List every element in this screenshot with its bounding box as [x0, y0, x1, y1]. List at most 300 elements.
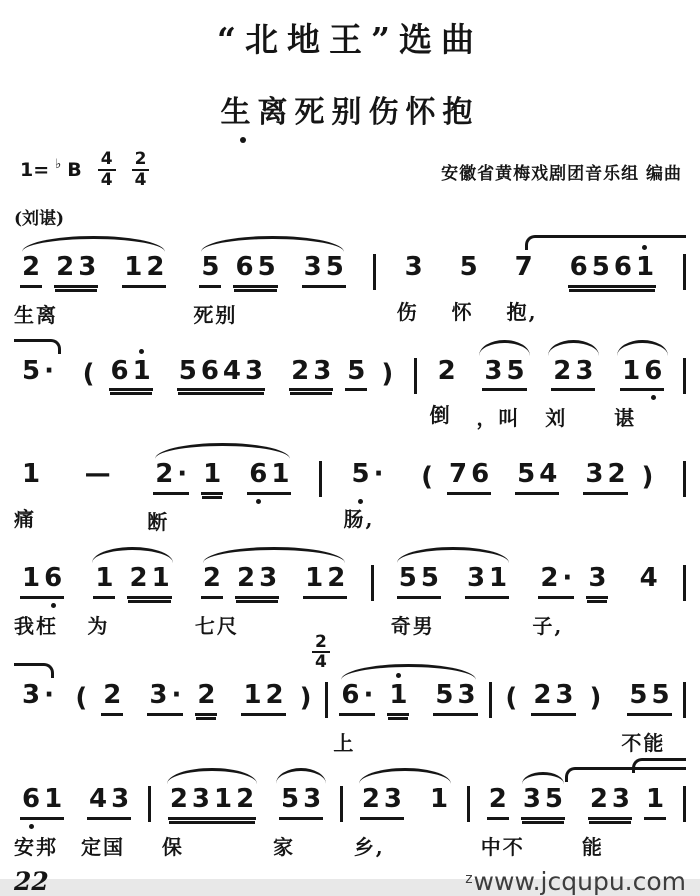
- time-signature-2-numerator: 2: [134, 149, 147, 169]
- note-digit: 2: [56, 251, 75, 282]
- beam-segment: [20, 253, 42, 288]
- note-row: [14, 460, 48, 492]
- note-digit: 6: [341, 680, 360, 711]
- beam-segment: [521, 785, 565, 820]
- lyric: [459, 610, 515, 636]
- note-digit: ·: [171, 680, 182, 711]
- slur-phrase: [391, 564, 515, 639]
- lyric: 保: [161, 835, 184, 860]
- barline: [683, 461, 686, 497]
- beam-segment: [93, 564, 115, 599]
- note-digit: 7: [448, 459, 468, 490]
- beam-segment: [433, 681, 477, 716]
- note-row: [14, 357, 62, 389]
- beam-segment: [640, 463, 656, 495]
- note-group: [509, 460, 565, 532]
- note-group: [452, 253, 486, 325]
- note-digit: 5: [398, 563, 417, 594]
- beam-segment: [201, 460, 223, 495]
- note-digit: 1: [489, 563, 508, 594]
- beam-segment: [583, 460, 627, 495]
- time-signature-change: [312, 631, 330, 673]
- note-digit: 2: [265, 680, 284, 711]
- note-digit: 5: [201, 251, 220, 282]
- score-line: [14, 542, 686, 639]
- beam-segment: [20, 564, 64, 599]
- note-digit: 3: [457, 680, 476, 711]
- note-phrase: [430, 357, 464, 429]
- beam-segment: [538, 564, 574, 599]
- note-digit: ·: [177, 459, 188, 490]
- note-digit: (: [505, 683, 518, 714]
- page-footer: [14, 867, 686, 896]
- page-number: 22: [14, 867, 49, 896]
- measure-row: [14, 460, 686, 535]
- lyric: 断: [147, 510, 170, 535]
- note-phrase: [344, 460, 392, 532]
- note-digit: 4: [639, 563, 658, 594]
- note-digit: 5: [591, 251, 610, 282]
- note-digit: 1: [430, 784, 449, 815]
- barline: [373, 254, 376, 290]
- note-row: [171, 357, 271, 392]
- lyric: 我枉: [14, 614, 58, 639]
- score-line: [14, 335, 686, 432]
- note-row: [14, 564, 70, 599]
- lyric: 肠,: [343, 507, 375, 532]
- note-digit: 3: [78, 251, 97, 282]
- note-digit: ·: [363, 680, 374, 711]
- lyric: 七尺: [194, 614, 239, 639]
- note-digit: 1: [622, 355, 641, 386]
- lyric: [235, 727, 319, 753]
- beam-segment: [109, 357, 153, 392]
- measure-row: [14, 253, 686, 328]
- measure-row: [14, 631, 686, 756]
- note-group: [241, 460, 297, 532]
- note-row: [14, 681, 62, 713]
- lyric: [14, 724, 62, 750]
- beam-segment: [568, 253, 656, 288]
- note-phrase: [562, 253, 662, 325]
- note-group: [459, 564, 515, 636]
- beam-segment: [168, 785, 256, 820]
- beam-segment: [586, 564, 608, 599]
- note-digit: 3: [313, 355, 332, 386]
- note-digit: 1: [389, 680, 408, 711]
- arranger-credit: 安徽省黄梅戏剧团音乐组 编曲: [441, 164, 682, 184]
- barline: [414, 358, 417, 394]
- note-digit: 6: [644, 355, 663, 386]
- barline: [148, 786, 151, 822]
- note-group: [14, 785, 70, 860]
- note-group: [296, 253, 352, 325]
- beam-segment: [428, 785, 450, 817]
- note-row: [391, 564, 447, 599]
- note-digit: ·: [44, 680, 54, 711]
- barline: [683, 682, 686, 718]
- beam-segment: [247, 460, 291, 495]
- beam-segment: [447, 460, 491, 495]
- beam-segment: [20, 785, 64, 820]
- note-digit: 2: [129, 563, 148, 594]
- note-digit: ·: [44, 355, 54, 386]
- beam-segment: [241, 681, 285, 716]
- note-digit: 3: [585, 459, 604, 490]
- tie-line: [14, 339, 61, 354]
- note-digit: 5: [178, 355, 197, 386]
- note-digit: 6: [471, 459, 490, 490]
- page-subtitle: [14, 87, 686, 131]
- note-group: [344, 460, 392, 532]
- note-group: [171, 357, 271, 429]
- note-group: [632, 564, 666, 633]
- note-digit: 2: [488, 784, 507, 815]
- note-digit: 2: [361, 784, 380, 815]
- slur-phrase: [87, 564, 177, 639]
- barline: [683, 565, 686, 601]
- note-phrase: [452, 253, 486, 325]
- note-digit: 3: [149, 680, 168, 711]
- note-row: [532, 564, 614, 599]
- note-digit: 2: [533, 680, 552, 711]
- note-digit: ): [589, 683, 602, 714]
- note-row: [296, 253, 352, 288]
- note-phrase: [532, 564, 614, 639]
- note-digit: 2: [236, 563, 256, 594]
- note-digit: 2: [327, 563, 346, 594]
- watermark-text: www.jcqupu.com: [473, 867, 686, 896]
- note-group: [582, 785, 672, 860]
- lyric: [116, 299, 172, 325]
- note-digit: 2: [103, 680, 122, 711]
- beam-segment: [620, 357, 664, 392]
- note-group: [14, 681, 62, 750]
- note-digit: 2: [540, 563, 559, 594]
- tie-line: [14, 663, 54, 678]
- beam-segment: [289, 357, 333, 392]
- note-digit: ): [381, 358, 394, 389]
- note-digit: 5: [506, 355, 525, 386]
- note-group: [354, 785, 410, 860]
- note-row: [582, 785, 672, 820]
- barline: [683, 358, 686, 394]
- beam-segment: [419, 463, 435, 495]
- note-digit: 4: [539, 459, 558, 490]
- note-digit: 1: [151, 563, 170, 594]
- note-digit: 5: [281, 784, 300, 815]
- meta-row: [20, 151, 682, 190]
- barline: [371, 565, 374, 601]
- score-line: [14, 631, 686, 756]
- note-digit: 1: [124, 251, 143, 282]
- beam-segment: [199, 253, 221, 288]
- note-digit: 3: [555, 680, 574, 711]
- note-digit: 1: [95, 563, 114, 594]
- time-signature-change-denominator: 4: [312, 651, 330, 672]
- lyric: 倒: [429, 403, 452, 428]
- note-row: [70, 460, 126, 492]
- note-row: [397, 253, 431, 285]
- note-digit: 3: [383, 784, 402, 815]
- note-digit: 4: [89, 784, 108, 815]
- note-phrase: [14, 564, 70, 639]
- note-group: [14, 564, 70, 639]
- note-group: [422, 785, 456, 854]
- beam-segment: [87, 785, 131, 820]
- note-digit: 7: [514, 251, 533, 282]
- beam-segment: [551, 357, 595, 392]
- note-digit: 3: [22, 680, 41, 711]
- note-group: [70, 460, 126, 529]
- beam-segment: [20, 357, 56, 389]
- note-group: [614, 357, 670, 432]
- note-phrase: [67, 681, 319, 753]
- note-row: [195, 564, 285, 599]
- lyric: [14, 399, 62, 425]
- note-digit: 5: [325, 251, 344, 282]
- note-digit: 1: [203, 459, 222, 490]
- note-digit: 2: [155, 459, 174, 490]
- beam-segment: [153, 460, 189, 495]
- note-group: [283, 357, 401, 429]
- note-digit: 5: [459, 251, 478, 282]
- lyric: [141, 727, 223, 753]
- note-phrase: [70, 460, 126, 529]
- note-row: [452, 253, 486, 285]
- lyric: [75, 402, 159, 428]
- note-digit: 1: [44, 784, 63, 815]
- note-digit: 3: [303, 784, 322, 815]
- note-digit: 6: [110, 355, 129, 386]
- beam-segment: [122, 253, 166, 288]
- lyric: [283, 402, 401, 428]
- note-group: [116, 253, 172, 325]
- note-phrase: [14, 460, 48, 532]
- beam-segment: [436, 357, 458, 389]
- beam-segment: [397, 564, 441, 599]
- note-digit: 3: [575, 355, 594, 386]
- time-signature-2: [132, 151, 150, 190]
- beam-segment: [360, 785, 404, 820]
- lyric: [562, 299, 662, 325]
- barline: [489, 682, 492, 718]
- note-digit: 3: [191, 784, 210, 815]
- lyric: 刘: [545, 406, 568, 431]
- note-group: [273, 785, 329, 860]
- lyric: [497, 727, 609, 753]
- beam-segment: [627, 681, 671, 716]
- lyric: 为: [87, 614, 110, 639]
- note-group: [497, 681, 609, 753]
- note-digit: 2: [236, 784, 255, 815]
- measure-row: [14, 564, 686, 639]
- note-row: [497, 681, 609, 716]
- beam-segment: [503, 684, 519, 716]
- note-row: [422, 785, 456, 817]
- key-tonic: B: [67, 159, 82, 182]
- note-row: [87, 564, 177, 599]
- note-digit: 1: [646, 784, 665, 815]
- barline: [340, 786, 343, 822]
- slur-phrase: [614, 357, 670, 432]
- note-row: [614, 357, 670, 392]
- slur-phrase: [545, 357, 601, 432]
- lyric: ，叫: [476, 406, 521, 431]
- note-group: [397, 253, 431, 325]
- note-digit: 5: [651, 680, 670, 711]
- note-digit: 5: [347, 355, 366, 386]
- note-digit: 6: [44, 563, 63, 594]
- note-row: [481, 785, 571, 820]
- note-digit: 6: [613, 251, 632, 282]
- note-row: [509, 460, 565, 495]
- note-digit: 1: [22, 563, 41, 594]
- note-digit: 3: [611, 784, 630, 815]
- beam-segment: [20, 460, 42, 492]
- note-digit: 2: [197, 680, 216, 711]
- note-group: [413, 460, 497, 532]
- note-row: [430, 357, 464, 389]
- note-digit: 5: [22, 355, 41, 386]
- beam-segment: [147, 681, 183, 716]
- slur-phrase: [195, 564, 353, 639]
- lyric: [427, 727, 483, 753]
- note-digit: 3: [484, 355, 503, 386]
- note-row: [427, 681, 483, 716]
- note-digit: 2: [607, 459, 626, 490]
- note-phrase: [14, 785, 70, 860]
- note-group: [577, 460, 661, 532]
- note-group: [481, 785, 571, 860]
- note-group: [507, 253, 541, 325]
- note-digit: (: [421, 462, 433, 493]
- note-digit: 3: [404, 251, 423, 282]
- note-digit: 1: [635, 251, 655, 282]
- note-phrase: [582, 785, 672, 860]
- beam-segment: [201, 564, 223, 599]
- lyric: [422, 828, 456, 854]
- beam-segment: [588, 785, 632, 820]
- beam-segment: [513, 253, 535, 285]
- lyric: 痛: [14, 507, 36, 532]
- lyric: [296, 299, 352, 325]
- note-digit: 5: [544, 784, 563, 815]
- note-group: [545, 357, 601, 432]
- slur-phrase: [476, 357, 532, 432]
- note-row: [162, 785, 262, 820]
- beam-segment: [387, 681, 409, 716]
- note-phrase: [75, 357, 402, 429]
- score-line: [14, 438, 686, 535]
- note-digit: 5: [351, 459, 370, 490]
- note-row: [141, 681, 223, 716]
- beam-segment: [76, 460, 120, 492]
- beam-segment: [379, 360, 395, 392]
- note-group: [391, 564, 447, 639]
- note-row: [562, 253, 662, 288]
- note-row: [75, 357, 159, 392]
- note-digit: —: [84, 459, 111, 490]
- lyric: [632, 607, 666, 633]
- lyric: 安邦: [14, 835, 58, 860]
- lyric: 乡,: [353, 835, 385, 860]
- note-group: [141, 681, 223, 753]
- note-phrase: [497, 681, 677, 756]
- note-digit: 3: [588, 563, 607, 594]
- beam-segment: [458, 253, 480, 285]
- note-row: [545, 357, 601, 392]
- note-digit: 3: [522, 784, 541, 815]
- note-row: [333, 681, 415, 716]
- beam-segment: [20, 681, 56, 713]
- beam-segment: [515, 460, 559, 495]
- lyric: 定国: [81, 835, 125, 860]
- time-signature-2-denominator: 4: [132, 169, 150, 190]
- note-row: [116, 253, 172, 288]
- note-digit: 5: [629, 680, 648, 711]
- slur-phrase: [354, 785, 456, 860]
- note-row: [344, 460, 392, 492]
- note-row: [81, 785, 137, 820]
- note-group: [333, 681, 415, 756]
- lyric: 伤: [396, 299, 419, 324]
- note-phrase: [81, 785, 137, 860]
- note-group: [147, 460, 229, 535]
- time-signature-1-numerator: 4: [100, 149, 113, 169]
- beam-segment: [303, 564, 347, 599]
- note-row: [14, 785, 70, 820]
- beam-segment: [81, 360, 97, 392]
- note-digit: 2: [146, 251, 165, 282]
- flat-accidental-icon: ♭: [55, 156, 62, 172]
- note-row: [459, 564, 515, 599]
- key-signature: [20, 151, 149, 190]
- note-group: [476, 357, 532, 432]
- tie-line: [525, 235, 686, 250]
- beam-segment: [235, 564, 279, 599]
- time-signature-1-denominator: 4: [98, 169, 116, 190]
- note-digit: 6: [569, 251, 588, 282]
- beam-segment: [350, 460, 386, 492]
- watermark-mark: z: [465, 871, 473, 888]
- note-group: [562, 253, 662, 325]
- lyric: [70, 503, 126, 529]
- note-digit: 1: [243, 680, 262, 711]
- barline: [683, 254, 686, 290]
- lyric: 抱,: [506, 299, 538, 324]
- measure-row: [14, 785, 686, 860]
- beam-segment: [465, 564, 509, 599]
- note-digit: 2: [169, 784, 188, 815]
- lyric: 奇男: [390, 614, 435, 639]
- note-digit: 3: [259, 563, 278, 594]
- lyric: [413, 506, 497, 532]
- beam-segment: [588, 684, 604, 716]
- beam-segment: [101, 681, 123, 716]
- note-row: [273, 785, 329, 820]
- slur-phrase: [14, 253, 172, 328]
- barline: [467, 786, 470, 822]
- note-digit: 3: [111, 784, 130, 815]
- note-digit: ·: [373, 459, 384, 490]
- note-digit: 2: [437, 355, 456, 386]
- note-row: [632, 564, 666, 596]
- slur-phrase: [333, 681, 483, 756]
- beam-segment: [233, 253, 277, 288]
- barline: [314, 631, 328, 718]
- beam-segment: [644, 785, 666, 820]
